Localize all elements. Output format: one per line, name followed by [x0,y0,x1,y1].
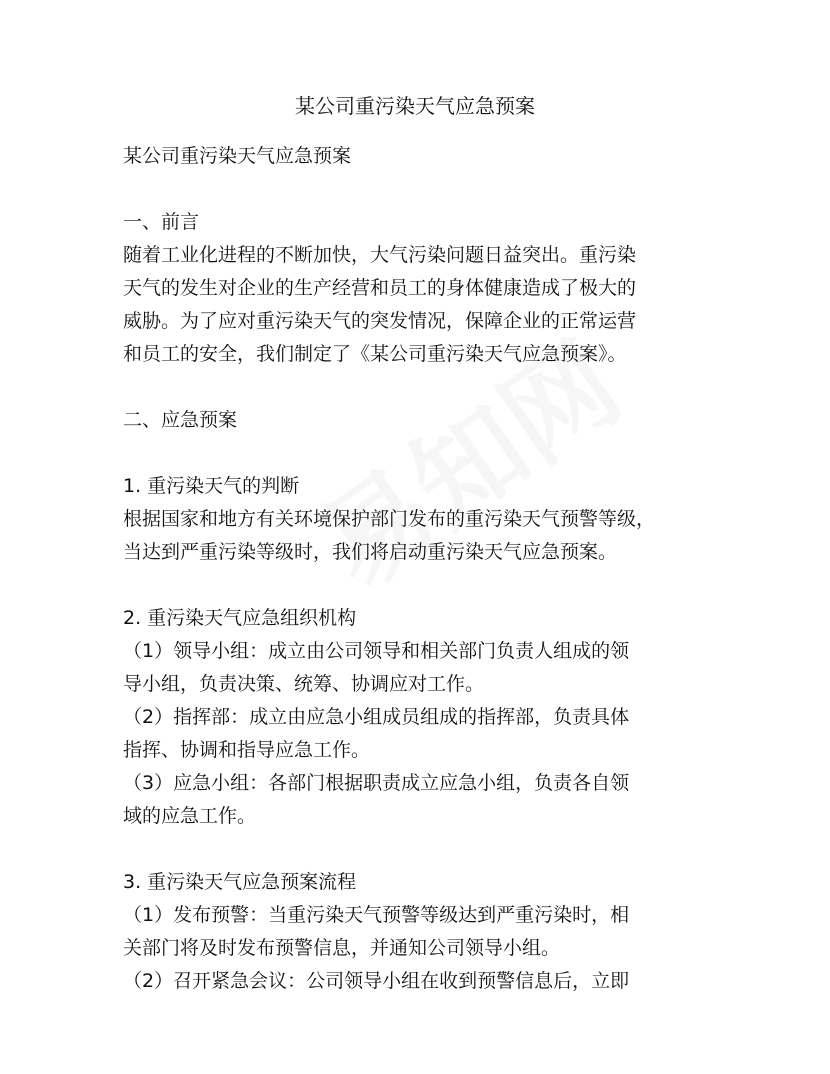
subsection-heading-1: 1. 重污染天气的判断 [123,475,300,497]
paragraph-line: （3）应急小组：各部门根据职责成立应急小组，负责各自领 [123,772,630,794]
paragraph-line: 随着工业化进程的不断加快，大气污染问题日益突出。重污染 [123,244,637,266]
blank-line [123,371,723,404]
blank-line [123,173,723,206]
blank-line [123,833,723,866]
paragraph-line: 导小组，负责决策、统筹、协调应对工作。 [123,673,485,695]
paragraph-line: 当达到严重污染等级时，我们将启动重污染天气应急预案。 [123,541,618,563]
paragraph-line: 根据国家和地方有关环境保护部门发布的重污染天气预警等级， [123,508,656,530]
paragraph-line: 域的应急工作。 [123,805,257,827]
section-heading-intro: 一、前言 [123,211,200,233]
paragraph-line: 和员工的安全，我们制定了《某公司重污染天气应急预案》。 [123,343,627,365]
paragraph-line: 关部门将及时发布预警信息，并通知公司领导小组。 [123,937,561,959]
paragraph-line: （2）指挥部：成立由应急小组成员组成的指挥部，负责具体 [123,706,630,728]
document-subtitle: 某公司重污染天气应急预案 [123,145,352,167]
paragraph-line: （2）召开紧急会议：公司领导小组在收到预警信息后，立即 [123,970,630,992]
blank-line [123,437,723,470]
paragraph-line: 天气的发生对企业的生产经营和员工的身体健康造成了极大的 [123,277,637,299]
section-heading-plan: 二、应急预案 [123,409,238,431]
paragraph-line: 威胁。为了应对重污染天气的突发情况，保障企业的正常运营 [123,310,637,332]
paragraph-line: （1）领导小组：成立由公司领导和相关部门负责人组成的领 [123,640,630,662]
subsection-heading-2: 2. 重污染天气应急组织机构 [123,607,357,629]
document-body [123,140,723,998]
paragraph-line: 指挥、协调和指导应急工作。 [123,739,371,761]
blank-line [123,569,723,602]
subsection-heading-3: 3. 重污染天气应急预案流程 [123,871,357,893]
paragraph-line: （1）发布预警：当重污染天气预警等级达到严重污染时，相 [123,904,630,926]
document-title: 某公司重污染天气应急预案 [295,94,535,118]
